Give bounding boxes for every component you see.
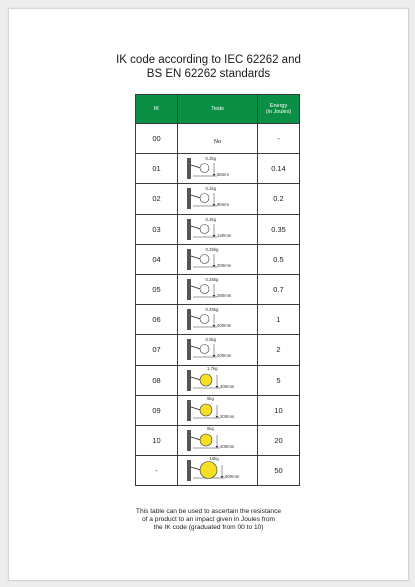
drop-height-label: 300mm — [220, 383, 235, 389]
test-wall — [187, 339, 191, 360]
drop-height-label: 56mm — [217, 172, 229, 178]
impact-test-diagram — [178, 366, 257, 395]
impact-mass-icon — [200, 315, 209, 324]
test-wall — [187, 188, 191, 209]
impact-test-diagram — [178, 426, 257, 455]
ik-code-cell: 02 — [136, 184, 178, 214]
test-wall — [187, 279, 191, 300]
pendulum-arm — [191, 226, 201, 229]
test-cell — [178, 184, 258, 214]
energy-cell: 0.2 — [258, 184, 300, 214]
caption-line-3: the IK code (graduated from 00 to 10) — [153, 524, 264, 531]
title-line-1: IK code according to IEC 62262 and — [116, 54, 301, 66]
drop-arrow-icon — [216, 386, 219, 388]
mass-label: 0.2kg — [205, 186, 217, 192]
pendulum-arm — [191, 377, 201, 380]
drop-arrow-icon — [213, 204, 216, 206]
drop-arrow-icon — [216, 416, 219, 418]
energy-cell: 2 — [258, 335, 300, 365]
ik-code-cell: 06 — [136, 305, 178, 335]
energy-cell: 0.35 — [258, 214, 300, 244]
test-wall — [187, 158, 191, 179]
drop-arrow-icon — [213, 174, 216, 176]
pendulum-arm — [191, 467, 201, 470]
pendulum-hammer-icon — [178, 396, 257, 425]
test-cell — [178, 456, 258, 486]
mass-label: 10kg — [209, 456, 219, 462]
pendulum-hammer-icon — [178, 426, 257, 455]
ik-code-cell: 10 — [136, 425, 178, 455]
test-wall — [187, 249, 191, 270]
energy-cell: 0.5 — [258, 244, 300, 274]
test-wall — [187, 400, 191, 421]
energy-cell: 1 — [258, 305, 300, 335]
pendulum-arm — [191, 437, 201, 440]
title-line-2: BS EN 62262 standards — [146, 68, 271, 80]
impact-test-diagram — [178, 215, 257, 244]
header-energy-line-2: (in Joules) — [265, 109, 292, 115]
table-row — [136, 154, 300, 184]
drop-height-label: 400mm — [217, 323, 232, 329]
ik-code-cell: 07 — [136, 335, 178, 365]
drop-height-label: 80mm — [217, 202, 229, 208]
table-header-row — [136, 95, 300, 124]
impact-mass-icon — [200, 462, 217, 479]
test-cell — [178, 425, 258, 455]
ik-code-cell: 01 — [136, 154, 178, 184]
energy-cell: - — [258, 124, 300, 154]
drop-arrow-icon — [216, 446, 219, 448]
impact-mass-icon — [200, 254, 209, 263]
ik-code-cell: 09 — [136, 395, 178, 425]
no-test-label: No — [213, 138, 222, 145]
mass-label: 0.5kg — [205, 337, 217, 343]
ik-code-cell: 05 — [136, 274, 178, 304]
mass-label: 0.2kg — [205, 216, 217, 222]
energy-cell: 0.7 — [258, 274, 300, 304]
test-cell — [178, 214, 258, 244]
impact-test-diagram — [178, 184, 257, 213]
table-row — [136, 456, 300, 486]
impact-mass-icon — [200, 434, 212, 446]
impact-test-diagram — [178, 335, 257, 364]
ik-code-cell: - — [136, 456, 178, 486]
mass-label: 0.25kg — [205, 307, 219, 313]
impact-test-diagram — [178, 396, 257, 425]
ik-code-table — [135, 94, 300, 486]
caption — [9, 508, 408, 532]
test-cell — [178, 244, 258, 274]
table-body — [136, 124, 300, 486]
pendulum-arm — [191, 407, 201, 410]
drop-arrow-icon — [221, 476, 224, 478]
drop-height-label: 500mm — [225, 474, 240, 480]
drop-arrow-icon — [213, 295, 216, 297]
test-cell — [178, 395, 258, 425]
drop-height-label: 200mm — [217, 262, 232, 268]
table-row — [136, 124, 300, 154]
test-cell — [178, 365, 258, 395]
impact-mass-icon — [200, 224, 209, 233]
pendulum-arm — [191, 286, 201, 289]
drop-arrow-icon — [213, 265, 216, 267]
table-row — [136, 184, 300, 214]
drop-arrow-icon — [213, 235, 216, 237]
mass-label: 5kg — [207, 425, 214, 431]
test-cell — [178, 335, 258, 365]
caption-line-2: of a product to an impact given in Joules from — [141, 516, 276, 523]
energy-cell: 50 — [258, 456, 300, 486]
pendulum-hammer-icon — [178, 154, 257, 183]
ik-code-cell: 03 — [136, 214, 178, 244]
drop-height-label: 140mm — [217, 232, 232, 238]
caption-line-1: This table can be used to ascertain the resistance — [135, 508, 282, 515]
table-row — [136, 274, 300, 304]
impact-mass-icon — [200, 404, 212, 416]
pendulum-arm — [191, 195, 201, 198]
drop-arrow-icon — [213, 355, 216, 357]
impact-test-diagram — [178, 275, 257, 304]
impact-test-diagram — [178, 245, 257, 274]
pendulum-arm — [191, 316, 201, 319]
energy-cell: 10 — [258, 395, 300, 425]
ik-code-cell: 08 — [136, 365, 178, 395]
test-wall — [187, 219, 191, 240]
test-cell — [178, 154, 258, 184]
table-row — [136, 244, 300, 274]
impact-test-diagram — [178, 154, 257, 183]
pendulum-hammer-icon — [178, 184, 257, 213]
impact-mass-icon — [200, 374, 212, 386]
test-cell — [178, 305, 258, 335]
table-row — [136, 305, 300, 335]
table-row — [136, 365, 300, 395]
impact-mass-icon — [200, 194, 209, 203]
pendulum-arm — [191, 346, 201, 349]
impact-mass-icon — [200, 345, 209, 354]
pendulum-hammer-icon — [178, 335, 257, 364]
header-energy-line-1: Energy — [269, 103, 288, 109]
test-wall — [187, 430, 191, 451]
table-row — [136, 395, 300, 425]
drop-height-label: 400mm — [220, 443, 235, 449]
drop-height-label: 400mm — [217, 353, 232, 359]
mass-label: 0.25kg — [205, 246, 219, 252]
pendulum-hammer-icon — [178, 215, 257, 244]
drop-arrow-icon — [213, 325, 216, 327]
energy-cell: 5 — [258, 365, 300, 395]
mass-label: 1.7kg — [207, 365, 218, 371]
impact-test-diagram — [178, 456, 257, 485]
pendulum-arm — [191, 256, 201, 259]
drop-height-label: 200mm — [220, 413, 235, 419]
impact-mass-icon — [200, 285, 209, 294]
table-row — [136, 425, 300, 455]
document-page — [8, 8, 409, 581]
header-energy — [258, 95, 300, 124]
test-wall — [187, 370, 191, 391]
pendulum-arm — [191, 165, 201, 168]
header-ik: IK — [136, 95, 178, 124]
mass-label: 0.2kg — [205, 156, 217, 162]
test-cell — [178, 274, 258, 304]
test-wall — [187, 309, 191, 330]
page-title — [9, 53, 408, 81]
test-wall — [187, 460, 191, 481]
impact-mass-icon — [200, 164, 209, 173]
mass-label: 0.25kg — [205, 277, 219, 283]
table-row — [136, 214, 300, 244]
ik-code-cell: 00 — [136, 124, 178, 154]
drop-height-label: 280mm — [217, 293, 232, 299]
energy-cell: 0.14 — [258, 154, 300, 184]
impact-test-diagram — [178, 305, 257, 334]
mass-label: 5kg — [207, 395, 214, 401]
ik-code-cell: 04 — [136, 244, 178, 274]
test-cell — [178, 124, 258, 154]
energy-cell: 20 — [258, 425, 300, 455]
header-tests: Tests — [178, 95, 258, 124]
table-row — [136, 335, 300, 365]
